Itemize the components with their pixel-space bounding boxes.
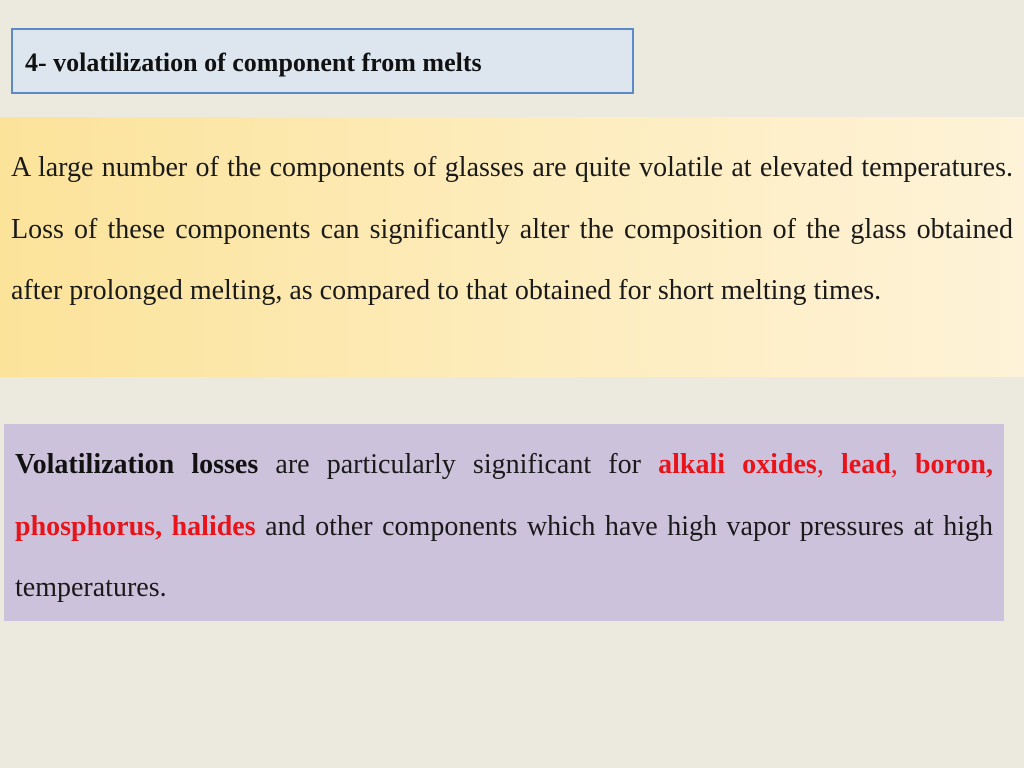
losses-lead-term: Volatilization losses bbox=[15, 449, 259, 480]
separator-2: , bbox=[890, 449, 898, 480]
losses-panel bbox=[4, 424, 1004, 621]
slide-title-box bbox=[11, 28, 634, 94]
losses-text-2: and other components which have high vapor pressures at high temperatures. bbox=[15, 510, 994, 603]
highlight-alkali-oxides: alkali oxides bbox=[658, 449, 817, 480]
separator-1: , bbox=[816, 449, 841, 480]
highlight-lead: lead bbox=[841, 449, 891, 480]
losses-text-1: are particularly significant for bbox=[258, 449, 659, 480]
highlight-boron-phosphorus-halides: boron, phosphorus, halides bbox=[15, 449, 994, 542]
intro-paragraph: A large number of the components of glasses are quite volatile at elevated temperatures. Loss of these components can significantly alter the composition of the glass obtained after prolonged melting, as compared to that obtained for short melting times. bbox=[11, 152, 1013, 306]
slide-title: 4- volatilization of component from melts bbox=[25, 48, 482, 77]
intro-panel bbox=[0, 117, 1024, 377]
losses-paragraph bbox=[15, 434, 993, 619]
